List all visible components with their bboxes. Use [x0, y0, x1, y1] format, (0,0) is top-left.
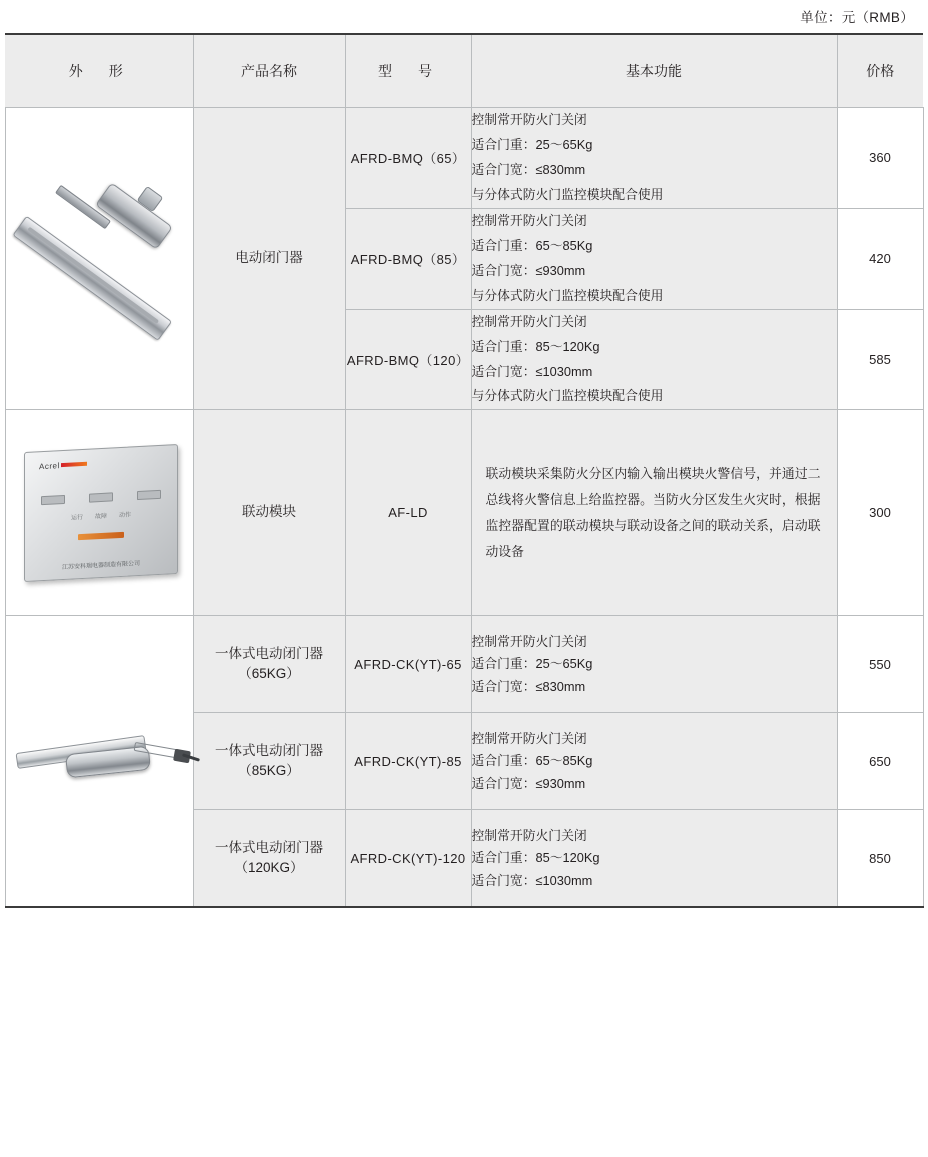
product-function-cell: 控制常开防火门关闭 适合门重：25～65Kg 适合门宽：≤830mm [471, 616, 837, 713]
header-function: 基本功能 [471, 34, 837, 108]
module-indicator-labels: 运行 故障 动作 [70, 512, 131, 522]
module-orange-bar [78, 532, 124, 540]
product-model-cell: AFRD-CK(YT)-120 [345, 810, 471, 908]
product-price-cell: 360 [837, 108, 923, 209]
product-function-cell: 控制常开防火门关闭 适合门重：85～120Kg 适合门宽：≤1030mm [471, 810, 837, 908]
product-model-cell: AFRD-BMQ（65） [345, 108, 471, 209]
product-price-cell: 850 [837, 810, 923, 908]
product-price-cell: 585 [837, 309, 923, 410]
module-footer-text: 江苏安科瑞电器制造有限公司 [61, 560, 140, 571]
product-model-cell: AFRD-BMQ（85） [345, 208, 471, 309]
product-function-cell: 联动模块采集防火分区内输入输出模块火警信号，并通过二总线将火警信息上给监控器。当防火分区发生火灾时，根据监控器配置的联动模块与联动设备之间的联动关系，启动联动设备 [471, 410, 837, 616]
header-model: 型 号 [345, 34, 471, 108]
table-row [5, 108, 923, 209]
product-function-cell: 控制常开防火门关闭 适合门重：25～65Kg 适合门宽：≤830mm 与分体式防火门监控模块配合使用 [471, 108, 837, 209]
table-row [5, 616, 923, 713]
product-model-cell: AFRD-CK(YT)-85 [345, 713, 471, 810]
product-name-cell-4: 一体式电动闭门器 （85KG） [193, 713, 345, 810]
linkage-module-photo [6, 410, 193, 615]
table-row [5, 410, 923, 616]
product-price-cell: 650 [837, 713, 923, 810]
product-name-cell-2: 联动模块 [193, 410, 345, 616]
product-function-cell: 控制常开防火门关闭 适合门重：65～85Kg 适合门宽：≤930mm 与分体式防火门监控模块配合使用 [471, 208, 837, 309]
product-model-cell: AF-LD [345, 410, 471, 616]
product-name-cell-1: 电动闭门器 [193, 108, 345, 410]
product-price-cell: 300 [837, 410, 923, 616]
module-red-stripe [61, 462, 87, 467]
module-brand-text: Acrel [38, 461, 60, 472]
integrated-closer-illustration [14, 716, 200, 806]
product-image-cell-3 [5, 616, 193, 908]
product-function-cell: 控制常开防火门关闭 适合门重：85～120Kg 适合门宽：≤1030mm 与分体式防火门监控模块配合使用 [471, 309, 837, 410]
product-price-table [5, 33, 924, 908]
table-header-row [5, 34, 923, 108]
header-product-name: 产品名称 [193, 34, 345, 108]
product-model-cell: AFRD-CK(YT)-65 [345, 616, 471, 713]
unit-note: 单位：元（RMB） [800, 10, 914, 25]
header-price: 价格 [837, 34, 923, 108]
product-image-cell-2 [5, 410, 193, 616]
header-shape: 外 形 [5, 34, 193, 108]
product-function-cell: 控制常开防火门关闭 适合门重：65～85Kg 适合门宽：≤930mm [471, 713, 837, 810]
product-name-cell-5: 一体式电动闭门器 （120KG） [193, 810, 345, 908]
product-price-cell: 420 [837, 208, 923, 309]
product-price-cell: 550 [837, 616, 923, 713]
product-image-cell-1 [5, 108, 193, 410]
module-illustration [24, 444, 178, 582]
module-indicator-lights [41, 490, 161, 505]
door-closer-illustration [12, 184, 192, 334]
product-name-cell-3: 一体式电动闭门器 （65KG） [193, 616, 345, 713]
product-model-cell: AFRD-BMQ（120） [345, 309, 471, 410]
